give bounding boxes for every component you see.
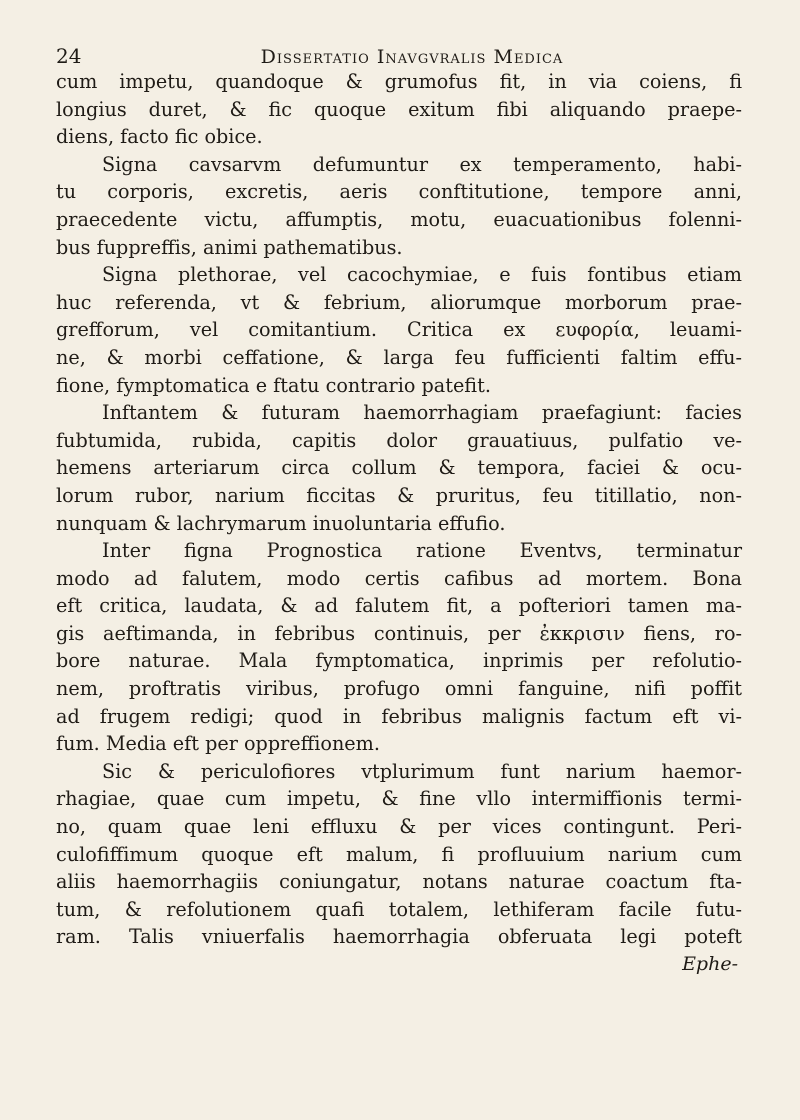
text-line: Inter figna Prognostica ratione Eventvs, terminatur	[102, 539, 742, 563]
text-line: bore naturae. Mala fymptomatica, inprimis per refolutio-	[56, 649, 742, 673]
text-line: fubtumida, rubida, capitis dolor grauatiuus, pulfatio ve-	[56, 428, 742, 452]
text-line: rhagiae, quae cum impetu, & fine vllo intermiffionis termi-	[56, 787, 742, 811]
body-text	[56, 68, 742, 951]
text-line: cum impetu, quandoque & grumofus fit, in via coiens, fi	[56, 70, 742, 93]
text-line: ram. Talis vniuerfalis haemorrhagia obferuata legi poteft	[56, 925, 742, 949]
text-line: fione, fymptomatica e ftatu contrario patefit.	[56, 373, 491, 397]
text-line: Signa cavsarvm defumuntur ex temperamento, habi-	[102, 152, 742, 176]
text-line: huc referenda, vt & febrium, aliorumque morborum prae-	[56, 290, 742, 314]
text-line: Signa plethorae, vel cacochymiae, e fuis fontibus etiam	[102, 263, 742, 287]
text-line: modo ad falutem, modo certis cafibus ad mortem. Bona	[56, 566, 742, 590]
page-number: 24	[56, 44, 82, 68]
catchword: Ephe-	[682, 953, 738, 975]
text-line: praecedente victu, affumptis, motu, euacuationibus folenni-	[56, 207, 742, 231]
text-line: lorum rubor, narium ficcitas & pruritus, feu titillatio, non-	[56, 483, 742, 507]
text-line: hemens arteriarum circa collum & tempora, faciei & ocu-	[56, 456, 742, 480]
text-line: diens, facto fic obice.	[56, 125, 263, 149]
text-line: grefforum, vel comitantium. Critica ex ευφορία, leuami-	[56, 318, 742, 342]
text-line: gis aeftimanda, in febribus continuis, per ἐκκρισιν fiens, ro-	[56, 621, 742, 645]
text-line: eft critica, laudata, & ad falutem fit, a pofteriori tamen ma-	[56, 594, 742, 618]
text-line: Sic & periculofiores vtplurimum funt narium haemor-	[102, 759, 742, 783]
text-line: nem, proftratis viribus, profugo omni fanguine, nifi poffit	[56, 677, 742, 701]
text-line: culofiffimum quoque eft malum, fi profluuium narium cum	[56, 842, 742, 866]
text-line: no, quam quae leni effluxu & per vices contingunt. Peri-	[56, 815, 742, 839]
text-line: ne, & morbi ceffatione, & larga feu fufficienti faltim effu-	[56, 345, 742, 369]
text-line: ad frugem redigi; quod in febribus malignis factum eft vi-	[56, 704, 742, 728]
text-line: aliis haemorrhagiis coniungatur, notans naturae coactum fta-	[56, 870, 742, 894]
text-line: tu corporis, excretis, aeris conftitutione, tempore anni,	[56, 180, 742, 204]
text-line: longius duret, & fic quoque exitum fibi aliquando praepe-	[56, 97, 742, 121]
text-line: Inftantem & futuram haemorrhagiam praefagiunt: facies	[102, 401, 742, 425]
text-line: nunquam & lachrymarum inuoluntaria effufio.	[56, 511, 506, 535]
text-line: bus fuppreffis, animi pathematibus.	[56, 235, 403, 259]
text-line: tum, & refolutionem quafi totalem, lethiferam facile futu-	[56, 897, 742, 921]
running-title: Dissertatio Inavgvralis Medica	[260, 46, 564, 68]
text-line: fum. Media eft per oppreffionem.	[56, 732, 380, 756]
